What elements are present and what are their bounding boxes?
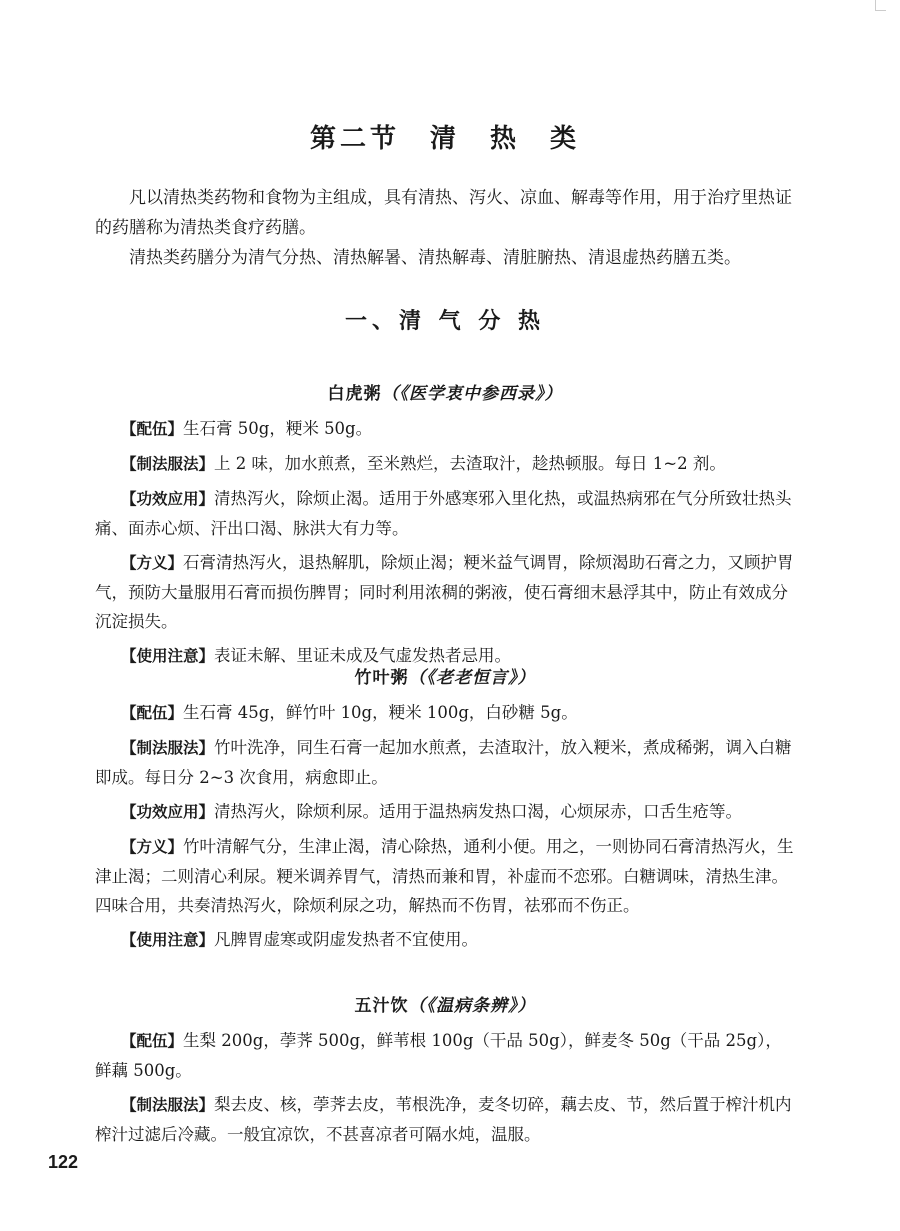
- item-text: 清热泻火，除烦止渴。适用于外感寒邪入里化热，或温热病邪在气分所致壮热头痛、面赤心烦、汗出口渴、脉洪大有力等。: [95, 489, 792, 538]
- item-text: 生石膏 50g，粳米 50g。: [183, 419, 373, 438]
- item-label: 【配伍】: [121, 420, 184, 438]
- page-number: 122: [48, 1152, 79, 1172]
- recipe-source: （《医学衷中参西录》）: [381, 384, 563, 404]
- item-text: 上 2 味，加水煎煮，至米熟烂，去渣取汁，趁热顿服。每日 1~2 剂。: [214, 454, 726, 473]
- item-label: 【制法服法】: [121, 455, 215, 473]
- item-label: 【使用注意】: [121, 647, 215, 665]
- recipe-item: [95, 733, 795, 792]
- item-text: 凡脾胃虚寒或阴虚发热者不宜使用。: [214, 930, 479, 949]
- intro-paragraph: 凡以清热类药物和食物为主组成，具有清热、泻火、凉血、解毒等作用，用于治疗里热证的药膳称为清热类食疗药膳。: [95, 188, 792, 238]
- item-label: 【配伍】: [121, 704, 184, 722]
- item-text: 生梨 200g，荸荠 500g，鲜苇根 100g（干品 50g），鲜麦冬 50g（干品 25g），鲜藕 500g。: [95, 1031, 782, 1080]
- item-label: 【配伍】: [121, 1032, 184, 1050]
- item-label: 【功效应用】: [121, 490, 215, 508]
- crop-mark: [875, 0, 886, 11]
- item-text: 清热泻火，除烦利尿。适用于温热病发热口渴，心烦尿赤，口舌生疮等。: [214, 802, 743, 821]
- subsection-title: 一、清 气 分 热: [345, 309, 545, 334]
- item-text: 梨去皮、核，荸荠去皮，苇根洗净，麦冬切碎，藕去皮、节，然后置于榨汁机内榨汁过滤后冷藏。一般宜凉饮，不甚喜凉者可隔水炖，温服。: [95, 1095, 792, 1144]
- item-label: 【功效应用】: [121, 803, 215, 821]
- recipe-wuzhi: [95, 992, 795, 1154]
- item-text: 竹叶洗净，同生石膏一起加水煎煮，去渣取汁，放入粳米，煮成稀粥，调入白糖即成。每日分 2~3 次食用，病愈即止。: [95, 738, 792, 787]
- recipe-item: [95, 797, 795, 827]
- recipe-title: [95, 664, 795, 692]
- recipe-source: （《老老恒言》）: [408, 668, 536, 688]
- intro: [95, 183, 795, 273]
- recipe-name: 白虎粥: [327, 384, 382, 404]
- item-label: 【方义】: [121, 554, 184, 572]
- recipe-title: [95, 992, 795, 1020]
- recipe-item: [95, 1026, 795, 1085]
- recipe-item: [95, 925, 795, 955]
- recipe-item: [95, 484, 795, 543]
- recipe-source: （《温病条辨》）: [408, 996, 536, 1016]
- recipe-zhuye: [95, 664, 795, 960]
- recipe-title: [95, 380, 795, 408]
- recipe-name: 竹叶粥: [354, 668, 409, 688]
- recipe-name: 五汁饮: [354, 996, 409, 1016]
- recipe-baihu: [95, 380, 795, 676]
- recipe-item: [95, 548, 795, 636]
- item-label: 【制法服法】: [121, 739, 215, 757]
- recipe-item: [95, 449, 795, 479]
- item-text: 生石膏 45g，鲜竹叶 10g，粳米 100g，白砂糖 5g。: [183, 703, 578, 722]
- recipe-item: [95, 1090, 795, 1149]
- item-label: 【制法服法】: [121, 1096, 215, 1114]
- item-text: 竹叶清解气分，生津止渴，清心除热，通利小便。用之，一则协同石膏清热泻火，生津止渴；二则清心利尿。粳米调养胃气，清热而兼和胃，补虚而不恋邪。白糖调味，清热生津。四味合用，共奏清热泻火，除烦利尿之功，解热而不伤胃，祛邪而不伤正。: [95, 837, 794, 915]
- item-label: 【方义】: [121, 838, 184, 856]
- recipe-item: [95, 414, 795, 444]
- section-title: 第二节 清 热 类: [309, 124, 580, 154]
- item-text: 石膏清热泻火，退热解肌，除烦止渴；粳米益气调胃，除烦渴助石膏之力，又顾护胃气，预防大量服用石膏而损伤脾胃；同时利用浓稠的粥液，使石膏细末悬浮其中，防止有效成分沉淀损失。: [95, 553, 794, 631]
- recipe-item: [95, 698, 795, 728]
- item-label: 【使用注意】: [121, 931, 215, 949]
- recipe-item: [95, 832, 795, 920]
- item-text: 表证未解、里证未成及气虚发热者忌用。: [214, 646, 512, 665]
- intro-paragraph: 清热类药膳分为清气分热、清热解暑、清热解毒、清脏腑热、清退虚热药膳五类。: [129, 248, 741, 268]
